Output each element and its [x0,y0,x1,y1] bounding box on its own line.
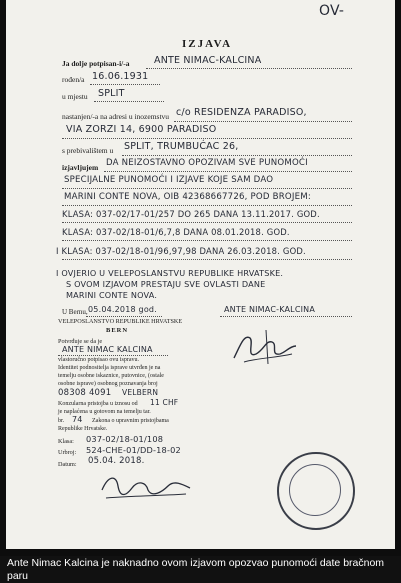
urbroj-label: Urbroj: [58,449,77,456]
stamp-inner-ring [289,464,341,516]
signer-value: ANTE NIMAC-KALCINA [154,55,262,66]
tariff-value: 74 [72,415,83,424]
document-page [6,0,395,549]
fee-value: 11 CHF [150,398,179,407]
place-value: SPLIT [98,88,125,99]
place-date-label: U Bernu, [62,308,88,316]
document-number: 08308 4091 [58,388,112,398]
residence-value-2: VIA ZORZI 14, 6900 PARADISO [66,124,217,135]
verification-text-2: Identitet podnositelja isprave utvrđen je na [58,365,161,371]
declare-line-4: KLASA: 037-02/17-01/257 DO 265 DANA 13.11.2017. GOD. [62,209,320,219]
document-title: IZJAVA [182,38,233,50]
tariff-label: br. [58,418,65,424]
document-issuer: VELBERN [122,388,159,397]
declare-line-9: MARINI CONTE NOVA. [66,290,158,300]
fee-text-3: Republike Hrvatske. [58,426,108,432]
declare-line-8: S OVOM IZJAVOM PRESTAJU SVE OVLASTI DANE [66,279,266,289]
verification-text-1: vlastoručno potpisao ovu ispravu. [58,357,139,363]
urbroj-value: 524-CHE-01/DD-18-02 [86,445,181,455]
confirm-value: ANTE NIMAC KALCINA [62,345,153,354]
datum-value: 05.04. 2018. [88,456,145,466]
verification-text-4: osobne isprave) osobnog poznavanja broj [58,381,158,387]
verification-header-2: BERN [106,327,129,334]
fee-label: Konzularna pristojba u iznosu od [58,401,138,407]
residence-value-1: c/o RESIDENZA PARADISO, [176,107,307,118]
declare-line-5: KLASA: 037-02/18-01/6,7,8 DANA 08.01.2018. GOD. [62,227,290,237]
fee-text-2: Zakona o upravnim pristojbama [92,418,169,424]
declare-line-6: I KLASA: 037-02/18-01/96,97,98 DANA 26.03.2018. GOD. [56,246,306,256]
verification-header-1: VELEPOSLANSTVO REPUBLIKE HRVATSKE [58,318,183,325]
place-label: u mjestu [62,92,88,101]
klasa-value: 037-02/18-01/108 [86,434,164,444]
declare-line-7: I OVJERIO U VELEPOSLANSTVU REPUBLIKE HRVATSKE. [56,268,284,278]
declare-line-2: SPECIJALNE PUNOMOĆI I IZJAVE KOJE SAM DAO [64,175,274,185]
klasa-label: Klasa: [58,438,74,445]
declare-line-3: MARINI CONTE NOVA, OIB 42368667726, POD BROJEM: [64,192,311,202]
verification-text-3: temelju osobne iskaznice, putovnice, (ostale [58,373,164,379]
place-date-value: 05.04.2018 god. [88,305,157,314]
home-label: s prebivalištem u [62,146,114,155]
born-label: rođen/a [62,75,85,84]
fee-text-1: je naplaćena u gotovom na temelju tar. [58,409,151,415]
embassy-stamp [277,452,355,530]
born-value: 16.06.1931 [92,71,149,82]
declare-line-1: DA NEIZOSTAVNO OPOZIVAM SVE PUNOMOĆI [106,158,308,168]
home-value: SPLIT, TRUMBUĆAC 26, [124,141,239,152]
photo-caption: Ante Nimac Kalcina je naknadno ovom izjavom opozvao punomoći date bračnom paru [7,557,385,582]
confirm-label: Potvrđuje se da je [58,338,103,345]
declare-label: izjavljujem [62,163,99,172]
applicant-signature [230,324,300,372]
residence-label: nastanjen/-a na adresi u inozemstvu [62,112,170,121]
official-signature [96,468,196,508]
corner-note: OV- [319,3,345,19]
signer-label: Ja dolje potpisan-i/-a [62,59,130,68]
printed-signer-name: ANTE NIMAC-KALCINA [224,305,316,314]
datum-label: Datum: [58,461,77,468]
